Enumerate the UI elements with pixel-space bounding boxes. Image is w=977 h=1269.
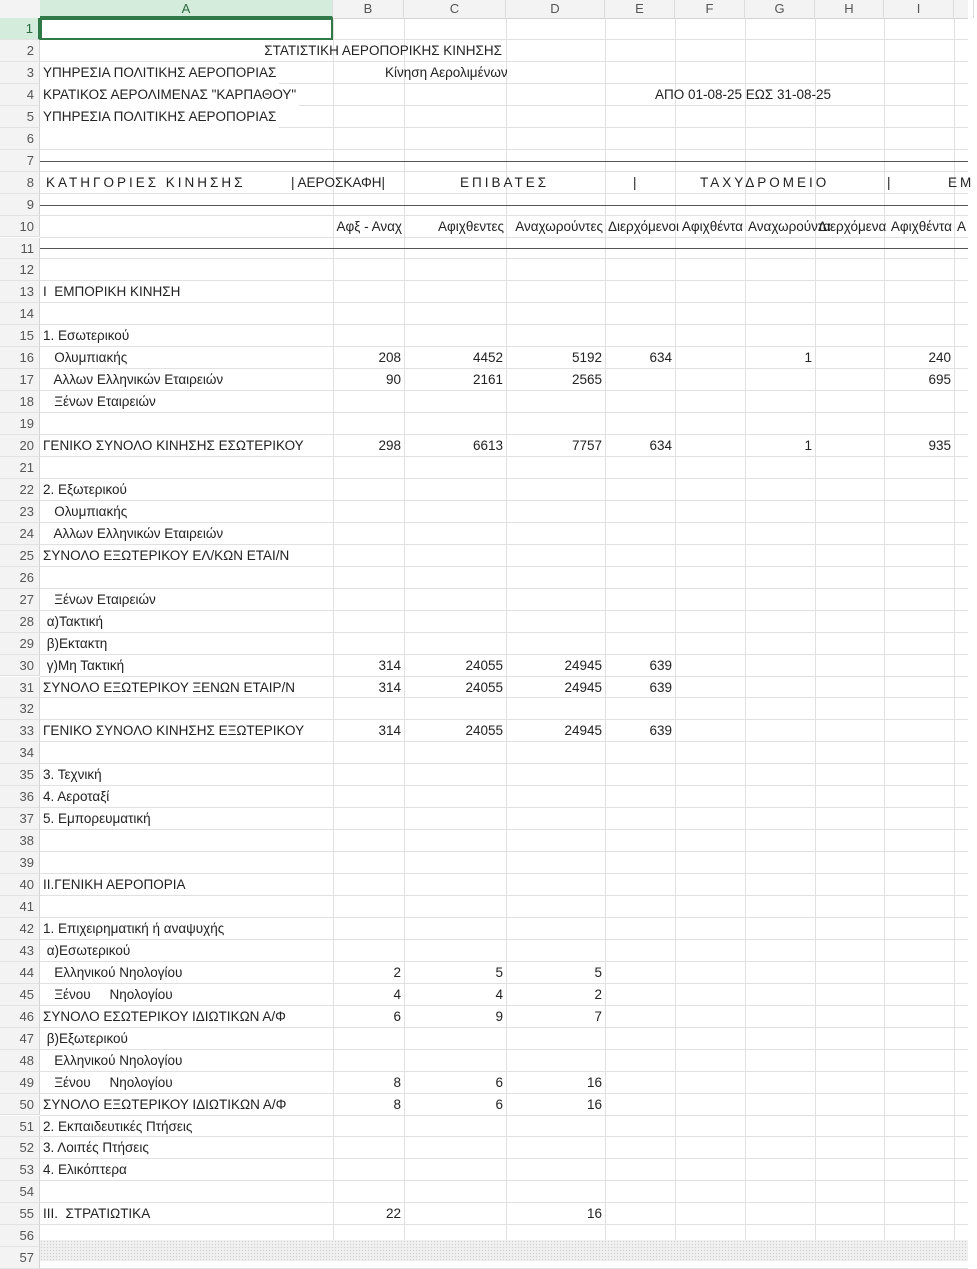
row-label: ΣΥΝΟΛΟ ΕΞΩΤΕΡΙΚΟΥ ΞΕΝΩΝ ΕΤΑΙΡ/Ν — [43, 679, 296, 695]
value-cell[interactable]: 16 — [586, 1074, 602, 1090]
row-gridline — [40, 829, 968, 830]
value-cell[interactable]: 8 — [393, 1096, 401, 1112]
sub-header-cell: Α — [957, 218, 967, 234]
row-label: 2. Εκπαιδευτικές Πτήσεις — [43, 1118, 193, 1134]
sub-header-cell: Αναχωρούντες — [515, 218, 603, 234]
row-gridline — [40, 1224, 968, 1225]
sub-header-cell: Αφιχθεντες — [438, 218, 504, 234]
row-gridline — [40, 1158, 968, 1159]
row-header-15[interactable]: 15 — [0, 325, 40, 347]
row-gridline — [40, 149, 968, 150]
value-cell[interactable]: 90 — [385, 372, 401, 388]
row-header-42[interactable]: 42 — [0, 918, 40, 940]
row-header-44[interactable]: 44 — [0, 962, 40, 984]
column-gridline — [675, 18, 676, 1240]
row-header-9[interactable]: 9 — [0, 194, 40, 216]
separator-line — [40, 248, 968, 249]
row-header-30[interactable]: 30 — [0, 655, 40, 677]
row-gridline — [40, 763, 968, 764]
row-header-47[interactable]: 47 — [0, 1028, 40, 1050]
value-cell[interactable]: 5192 — [571, 350, 602, 366]
row-header-14[interactable]: 14 — [0, 303, 40, 325]
row-header-3[interactable]: 3 — [0, 62, 40, 84]
value-cell[interactable]: 5 — [594, 964, 602, 980]
row-label: Ολυμπιακής — [43, 350, 128, 366]
row-header-39[interactable]: 39 — [0, 852, 40, 874]
value-cell[interactable]: 6613 — [472, 438, 503, 454]
value-cell[interactable]: 240 — [928, 350, 951, 366]
row-header-41[interactable]: 41 — [0, 896, 40, 918]
row-label: β)Εκτακτη — [43, 635, 108, 651]
row-label: Ι ΕΜΠΟΡΙΚΗ ΚΙΝΗΣΗ — [43, 284, 181, 300]
row-label: ΙΙ.ΓΕΝΙΚΗ ΑΕΡΟΠΟΡΙΑ — [43, 877, 186, 893]
group-separator: | — [887, 174, 891, 190]
row-header-33[interactable]: 33 — [0, 720, 40, 742]
row-gridline — [40, 807, 968, 808]
row-label: 3. Τεχνική — [43, 767, 102, 783]
row-header-26[interactable]: 26 — [0, 567, 40, 589]
row-gridline — [40, 588, 968, 589]
value-cell[interactable]: 4 — [495, 986, 503, 1002]
row-gridline — [40, 632, 968, 633]
column-header-f[interactable]: F — [675, 0, 745, 18]
row-label: 2. Εξωτερικού — [43, 481, 127, 497]
row-label: ΓΕΝΙΚΟ ΣΥΝΟΛΟ ΚΙΝΗΣΗΣ ΕΞΩΤΕΡΙΚΟΥ — [43, 723, 305, 739]
value-cell[interactable]: 24945 — [564, 723, 602, 739]
value-cell[interactable]: 935 — [928, 438, 951, 454]
row-header-31[interactable]: 31 — [0, 677, 40, 699]
row-header-38[interactable]: 38 — [0, 830, 40, 852]
row-header-17[interactable]: 17 — [0, 369, 40, 391]
selected-cell-a1[interactable] — [40, 18, 333, 40]
row-header-4[interactable]: 4 — [0, 84, 40, 106]
value-cell[interactable]: 5 — [495, 964, 503, 980]
airport-name: ΚΡΑΤΙΚΟΣ ΑΕΡΟΛΙΜΕΝΑΣ "ΚΑΡΠΑΘΟΥ" — [40, 84, 299, 106]
row-header-36[interactable]: 36 — [0, 786, 40, 808]
row-header-27[interactable]: 27 — [0, 589, 40, 611]
row-label: ΣΥΝΟΛΟ ΕΞΩΤΕΡΙΚΟΥ ΙΔΙΩΤΙΚΩΝ Α/Φ — [43, 1096, 287, 1112]
column-gridline — [404, 18, 405, 1240]
row-gridline — [40, 1202, 968, 1203]
row-header-29[interactable]: 29 — [0, 633, 40, 655]
row-header-13[interactable]: 13 — [0, 281, 40, 303]
value-cell[interactable]: 6 — [495, 1074, 503, 1090]
column-gridline — [815, 18, 816, 1240]
row-header-56[interactable]: 56 — [0, 1225, 40, 1247]
value-cell[interactable]: 314 — [378, 723, 401, 739]
row-header-24[interactable]: 24 — [0, 523, 40, 545]
row-header-8[interactable]: 8 — [0, 172, 40, 194]
sub-header-cell: Αφξ - Αναχ — [336, 218, 402, 234]
value-cell[interactable]: 208 — [378, 350, 401, 366]
sub-header-cell: Αφιχθέντα — [681, 218, 743, 234]
row-header-49[interactable]: 49 — [0, 1072, 40, 1094]
row-label: 4. Αεροταξί — [43, 789, 110, 805]
row-label: α)Τακτική — [43, 613, 103, 629]
column-header-i[interactable]: I — [884, 0, 954, 18]
row-header-11[interactable]: 11 — [0, 238, 40, 260]
value-cell[interactable]: 695 — [928, 372, 951, 388]
separator-line — [40, 161, 968, 162]
column-header-a[interactable]: A — [40, 0, 333, 18]
row-label: Ελληνικού Νηολογίου — [43, 964, 183, 980]
value-cell[interactable]: 639 — [649, 679, 672, 695]
row-header-45[interactable]: 45 — [0, 984, 40, 1006]
row-label: ΣΥΝΟΛΟ ΕΞΩΤΕΡΙΚΟΥ ΕΛ/ΚΩΝ ΕΤΑΙ/Ν — [43, 547, 290, 563]
value-cell[interactable]: 16 — [586, 1206, 602, 1222]
column-gridline — [605, 18, 606, 1240]
row-header-2[interactable]: 2 — [0, 40, 40, 62]
row-header-52[interactable]: 52 — [0, 1137, 40, 1159]
value-cell[interactable]: 24945 — [564, 679, 602, 695]
column-header-d[interactable]: D — [506, 0, 605, 18]
value-cell[interactable]: 9 — [495, 1008, 503, 1024]
sub-header-cell: Αναχωρούντα — [748, 218, 831, 234]
row-header-6[interactable]: 6 — [0, 128, 40, 150]
sub-header-cell: Διερχόμενοι — [608, 218, 680, 234]
row-label: Αλλων Ελληνικών Εταιρειών — [43, 525, 224, 541]
row-header-46[interactable]: 46 — [0, 1006, 40, 1028]
value-cell[interactable]: 6 — [495, 1096, 503, 1112]
row-label: Ξένου Νηολογίου — [43, 986, 173, 1002]
row-header-57[interactable]: 57 — [0, 1247, 40, 1269]
row-header-20[interactable]: 20 — [0, 435, 40, 457]
column-gridline — [506, 18, 507, 1240]
row-label: ΙΙΙ. ΣΤΡΑΤΙΩΤΙΚΑ — [43, 1206, 151, 1222]
column-header-j[interactable] — [954, 0, 974, 18]
column-header-g[interactable]: G — [745, 0, 815, 18]
row-header-37[interactable]: 37 — [0, 808, 40, 830]
organization-label: ΥΠΗΡΕΣΙΑ ΠΟΛΙΤΙΚΗΣ ΑΕΡΟΠΟΡΙΑΣ — [40, 62, 279, 84]
row-gridline — [40, 478, 968, 479]
value-cell[interactable]: 4 — [393, 986, 401, 1002]
sub-header-cell: Αφιχθέντα — [890, 218, 952, 234]
column-gridline — [884, 18, 885, 1240]
column-header-e[interactable]: E — [605, 0, 675, 18]
row-label: ΣΥΝΟΛΟ ΕΣΩΤΕΡΙΚΟΥ ΙΔΙΩΤΙΚΩΝ Α/Φ — [43, 1008, 286, 1024]
row-label: 1. Επιχειρηματική ή αναψυχής — [43, 920, 225, 936]
row-header-54[interactable]: 54 — [0, 1181, 40, 1203]
value-cell[interactable]: 6 — [393, 1008, 401, 1024]
row-header-10[interactable]: 10 — [0, 216, 40, 238]
row-header-40[interactable]: 40 — [0, 874, 40, 896]
row-header-35[interactable]: 35 — [0, 764, 40, 786]
group-header-categories: ΚΑΤΗΓΟΡΙΕΣ ΚΙΝΗΣΗΣ — [46, 174, 246, 190]
row-gridline — [40, 785, 968, 786]
row-header-12[interactable]: 12 — [0, 259, 40, 281]
value-cell[interactable]: 634 — [649, 350, 672, 366]
column-header-bar — [0, 0, 968, 19]
column-gridline — [954, 18, 955, 1240]
row-label: 1. Εσωτερικού — [43, 328, 130, 344]
value-cell[interactable]: 1 — [804, 350, 812, 366]
value-cell[interactable]: 24055 — [465, 657, 503, 673]
value-cell[interactable]: 8 — [393, 1074, 401, 1090]
value-cell[interactable]: 22 — [385, 1206, 401, 1222]
row-label: ΓΕΝΙΚΟ ΣΥΝΟΛΟ ΚΙΝΗΣΗΣ ΕΣΩΤΕΡΙΚΟΥ — [43, 438, 304, 454]
row-header-53[interactable]: 53 — [0, 1159, 40, 1181]
value-cell[interactable]: 314 — [378, 657, 401, 673]
report-period: ΑΠΟ 01-08-25 ΕΩΣ 31-08-25 — [655, 86, 832, 102]
row-label: 5. Εμπορευματική — [43, 811, 151, 827]
sub-header-cell: Διερχόμενα — [818, 218, 887, 234]
report-title: ΣΤΑΤΙΣΤΙΚΗ ΑΕΡΟΠΟΡΙΚΗΣ ΚΙΝΗΣΗΣ — [264, 42, 502, 58]
row-label: γ)Μη Τακτική — [43, 657, 125, 673]
row-label: 4. Ελικόπτερα — [43, 1162, 127, 1178]
row-header-32[interactable]: 32 — [0, 698, 40, 720]
row-header-55[interactable]: 55 — [0, 1203, 40, 1225]
column-gridline — [745, 18, 746, 1240]
row-gridline — [40, 610, 968, 611]
row-label: Ολυμπιακής — [43, 503, 128, 519]
column-header-h[interactable]: H — [815, 0, 884, 18]
row-label: Ξένου Νηολογίου — [43, 1074, 173, 1090]
row-label: Αλλων Ελληνικών Εταιρειών — [43, 372, 224, 388]
row-header-18[interactable]: 18 — [0, 391, 40, 413]
column-header-c[interactable]: C — [404, 0, 506, 18]
value-cell[interactable]: 639 — [649, 723, 672, 739]
value-cell[interactable]: 2 — [594, 986, 602, 1002]
value-cell[interactable]: 24055 — [465, 679, 503, 695]
value-cell[interactable]: 16 — [586, 1096, 602, 1112]
row-label: α)Εσωτερικού — [43, 942, 131, 958]
frozen-pane-boundary — [40, 1240, 968, 1261]
value-cell[interactable]: 639 — [649, 657, 672, 673]
row-gridline — [40, 1180, 968, 1181]
row-header-34[interactable]: 34 — [0, 742, 40, 764]
report-subtitle: Κίνηση Αερολιμένων — [385, 64, 508, 80]
row-header-21[interactable]: 21 — [0, 457, 40, 479]
value-cell[interactable]: 24055 — [465, 723, 503, 739]
row-header-25[interactable]: 25 — [0, 545, 40, 567]
column-gridline — [333, 18, 334, 1240]
row-header-50[interactable]: 50 — [0, 1094, 40, 1116]
value-cell[interactable]: 634 — [649, 438, 672, 454]
group-header-passengers: ΕΠΙΒΑΤΕΣ — [460, 174, 550, 190]
row-label: Ξένων Εταιρειών — [43, 394, 156, 410]
value-cell[interactable]: 1 — [804, 438, 812, 454]
row-gridline — [40, 324, 968, 325]
value-cell[interactable]: 7 — [594, 1008, 602, 1024]
value-cell[interactable]: 298 — [378, 438, 401, 454]
separator-line — [40, 205, 968, 206]
value-cell[interactable]: 7757 — [571, 438, 602, 454]
row-gridline — [40, 500, 968, 501]
row-header-16[interactable]: 16 — [0, 347, 40, 369]
row-gridline — [40, 851, 968, 852]
row-gridline — [40, 258, 968, 259]
organization-label-2: ΥΠΗΡΕΣΙΑ ΠΟΛΙΤΙΚΗΣ ΑΕΡΟΠΟΡΙΑΣ — [40, 106, 279, 128]
row-header-22[interactable]: 22 — [0, 479, 40, 501]
row-header-28[interactable]: 28 — [0, 611, 40, 633]
row-label: Ελληνικού Νηολογίου — [43, 1052, 183, 1068]
value-cell[interactable]: 2161 — [472, 372, 503, 388]
group-header-aircraft: | ΑΕΡΟΣΚΑΦΗ| — [291, 174, 386, 190]
value-cell[interactable]: 2 — [393, 964, 401, 980]
value-cell[interactable]: 2565 — [571, 372, 602, 388]
row-header-48[interactable]: 48 — [0, 1050, 40, 1072]
group-header-mail: ΤΑΧΥΔΡΟΜΕΙΟ — [700, 174, 830, 190]
row-header-51[interactable]: 51 — [0, 1116, 40, 1138]
value-cell[interactable]: 314 — [378, 679, 401, 695]
row-gridline — [40, 412, 968, 413]
row-header-19[interactable]: 19 — [0, 413, 40, 435]
row-label: β)Εξωτερικού — [43, 1030, 128, 1046]
row-label: 3. Λοιπές Πτήσεις — [43, 1140, 149, 1156]
value-cell[interactable]: 24945 — [564, 657, 602, 673]
row-header-7[interactable]: 7 — [0, 150, 40, 172]
column-header-b[interactable]: B — [333, 0, 404, 18]
row-label: Ξένων Εταιρειών — [43, 591, 156, 607]
row-header-23[interactable]: 23 — [0, 501, 40, 523]
row-header-5[interactable]: 5 — [0, 106, 40, 128]
value-cell[interactable]: 4452 — [472, 350, 503, 366]
group-header-cargo: ΕΜ — [948, 174, 975, 190]
row-header-43[interactable]: 43 — [0, 940, 40, 962]
row-header-1[interactable]: 1 — [0, 18, 40, 40]
group-separator: | — [633, 174, 637, 190]
